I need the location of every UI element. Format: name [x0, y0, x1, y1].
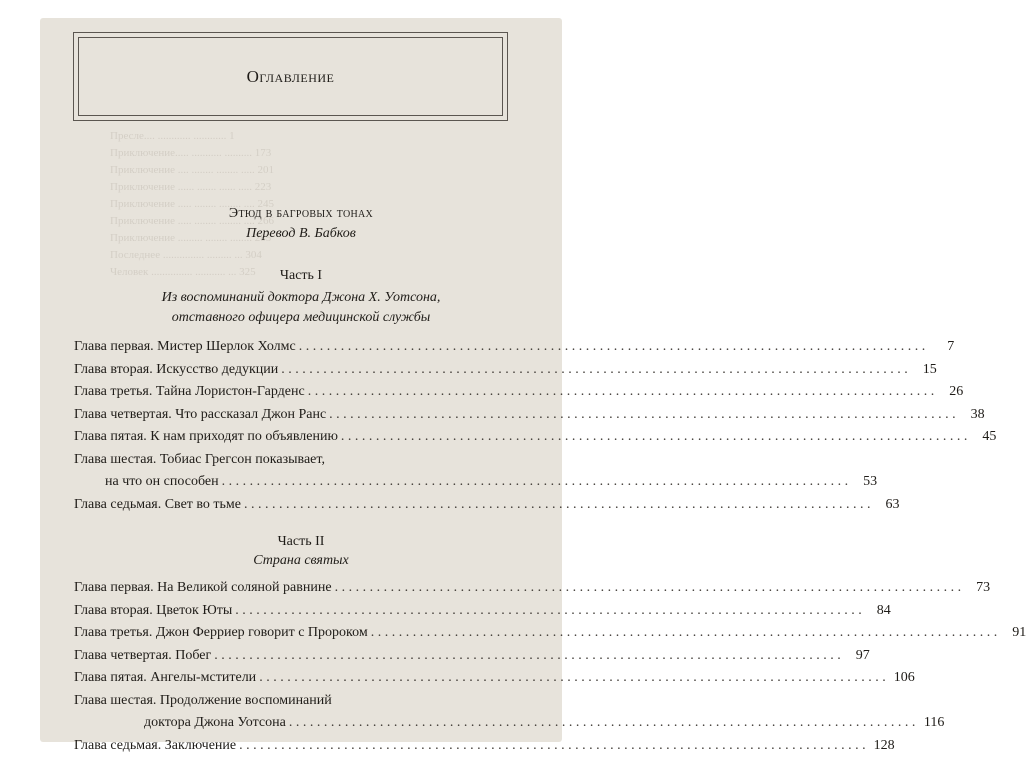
page-number: 26	[937, 381, 963, 404]
part2-subtitle: Страна святых	[40, 553, 562, 569]
dot-leader	[371, 622, 998, 645]
page-number: 128	[869, 735, 895, 757]
toc-entry[interactable]	[74, 577, 524, 600]
dot-leader	[308, 381, 935, 404]
ghost-line: Приключение..... ........... .......... 173	[110, 145, 510, 162]
chapter-title: Глава первая. Мистер Шерлок Холмс	[74, 336, 296, 359]
chapter-title: Глава третья. Джон Ферриер говорит с Пророком	[74, 622, 368, 645]
work-title	[40, 206, 562, 222]
dot-leader	[281, 359, 908, 382]
chapter-title-continuation: доктора Джона Уотсона	[144, 712, 286, 735]
chapter-title: Глава четвертая. Что рассказал Джон Ранс	[74, 404, 326, 427]
dot-leader	[244, 494, 871, 517]
ghost-line: Приключение .... ........ ........ ..... 201	[110, 162, 510, 179]
chapter-title: Глава первая. На Великой соляной равнине	[74, 577, 332, 600]
part1-subtitle-line2: отставного офицера медицинской службы	[40, 308, 562, 328]
toc-part2	[74, 577, 524, 757]
work-title-text: Этюд в багровых тонах	[229, 206, 373, 221]
dot-leader	[214, 645, 841, 668]
page-number: 63	[874, 494, 900, 517]
toc-entry[interactable]	[74, 426, 524, 449]
page-number: 38	[959, 404, 985, 427]
chapter-title: Глава шестая. Продолжение воспоминаний	[74, 690, 332, 713]
chapter-title: Глава третья. Тайна Лористон-Гарденс	[74, 381, 305, 404]
toc-entry-first-line[interactable]	[74, 449, 524, 472]
dot-leader	[299, 336, 926, 359]
chapter-title: Глава вторая. Искусство дедукции	[74, 359, 278, 382]
ghost-line: Приключение ...... ....... ...... ..... 223	[110, 179, 510, 196]
part1-subtitle-line1: Из воспоминаний доктора Джона Х. Уотсона,	[40, 288, 562, 308]
ghost-line: Последнее ............... ......... ... 304	[110, 247, 510, 264]
toc-entry[interactable]	[74, 735, 524, 757]
page-number: 97	[844, 645, 870, 668]
ghost-line: Приключение ..... ........ ........ .... 245	[110, 196, 510, 213]
translator-line: Перевод В. Бабков	[40, 226, 562, 242]
chapter-title: Глава шестая. Тобиас Грегсон показывает,	[74, 449, 325, 472]
page-number: 106	[889, 667, 915, 690]
ghost-line: Приключение ......... ........ ........ 285	[110, 230, 510, 247]
part1-subtitle	[40, 288, 562, 328]
toc-entry[interactable]	[74, 494, 524, 517]
dot-leader	[235, 600, 862, 623]
dot-leader	[335, 577, 962, 600]
chapter-title-continuation: на что он способен	[105, 471, 219, 494]
page-number: 116	[918, 712, 944, 735]
dot-leader	[289, 712, 916, 735]
page-number: 53	[851, 471, 877, 494]
chapter-title: Глава седьмая. Заключение	[74, 735, 236, 757]
page-number: 7	[928, 336, 954, 359]
chapter-title: Глава пятая. Ангелы-мстители	[74, 667, 256, 690]
page-number: 84	[865, 600, 891, 623]
page-number: 73	[964, 577, 990, 600]
book-page	[40, 18, 562, 742]
page-number: 45	[970, 426, 996, 449]
toc-entry-continuation[interactable]	[74, 712, 524, 735]
toc-entry[interactable]	[74, 645, 524, 668]
ghost-line: Человек ............... ........... ... 325	[110, 264, 510, 281]
ghost-line: Пресле.... ............ ............ 1	[110, 128, 510, 145]
header-inner-frame	[78, 37, 503, 116]
toc-entry[interactable]	[74, 336, 524, 359]
chapter-title: Глава четвертая. Побег	[74, 645, 211, 668]
dot-leader	[259, 667, 886, 690]
part2-title: Часть II	[40, 534, 562, 550]
toc-entry[interactable]	[74, 667, 524, 690]
toc-entry[interactable]	[74, 359, 524, 382]
page-title: Оглавление	[247, 67, 335, 87]
dot-leader	[239, 735, 866, 757]
page-number: 15	[911, 359, 937, 382]
part1-title: Часть I	[40, 268, 562, 284]
page-number: 91	[1000, 622, 1026, 645]
chapter-title: Глава седьмая. Свет во тьме	[74, 494, 241, 517]
toc-part1	[74, 336, 524, 516]
header-frame	[73, 32, 508, 121]
toc-entry[interactable]	[74, 381, 524, 404]
dot-leader	[341, 426, 968, 449]
toc-entry[interactable]	[74, 622, 524, 645]
dot-leader	[222, 471, 849, 494]
toc-entry-continuation[interactable]	[74, 471, 524, 494]
dot-leader	[329, 404, 956, 427]
ghost-line: Приключение ..... ........ ........ .... 266	[110, 213, 510, 230]
chapter-title: Глава пятая. К нам приходят по объявлению	[74, 426, 338, 449]
chapter-title: Глава вторая. Цветок Юты	[74, 600, 232, 623]
toc-entry[interactable]	[74, 600, 524, 623]
toc-entry[interactable]	[74, 404, 524, 427]
bleed-through-text	[110, 128, 510, 281]
toc-entry-first-line[interactable]	[74, 690, 524, 713]
